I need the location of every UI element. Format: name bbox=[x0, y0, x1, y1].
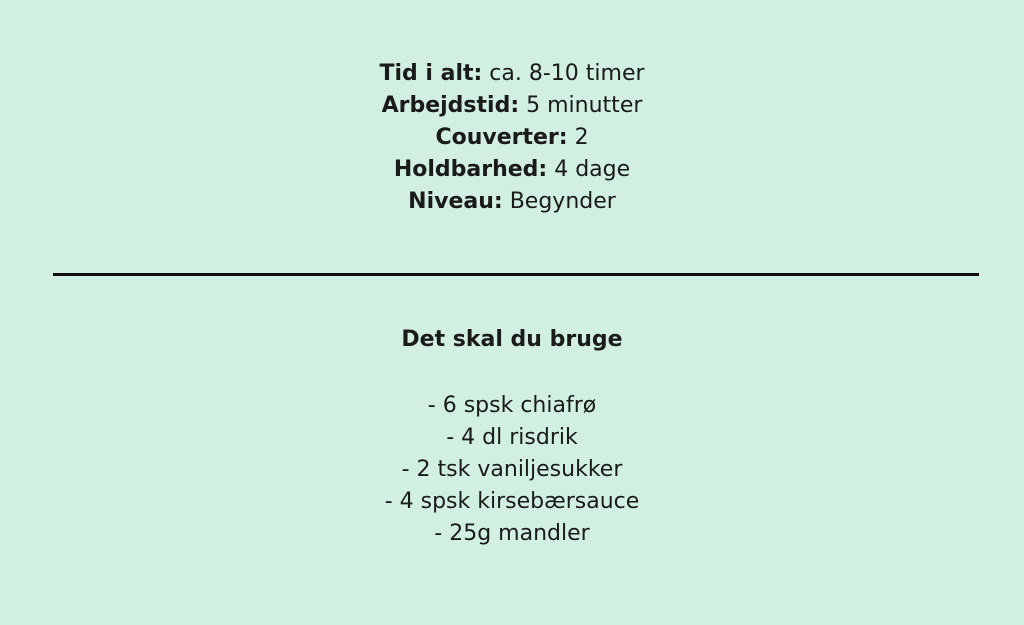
total-time-line bbox=[0, 58, 1024, 90]
section-divider bbox=[53, 273, 979, 276]
work-time-line bbox=[0, 90, 1024, 122]
ingredients-heading: Det skal du bruge bbox=[401, 327, 623, 352]
ingredients-list bbox=[0, 390, 1024, 550]
ingredient-item: - 4 dl risdrik bbox=[446, 425, 578, 450]
ingredient-item: - 25g mandler bbox=[434, 521, 590, 546]
shelf-life-line bbox=[0, 154, 1024, 186]
servings-line bbox=[0, 122, 1024, 154]
difficulty-line bbox=[0, 186, 1024, 218]
ingredient-item: - 6 spsk chiafrø bbox=[427, 393, 597, 418]
recipe-details bbox=[0, 58, 1024, 218]
total-time-value: ca. 8-10 timer bbox=[489, 61, 645, 86]
work-time-label: Arbejdstid: bbox=[381, 93, 520, 118]
difficulty-label: Niveau: bbox=[408, 189, 503, 214]
ingredient-item: - 4 spsk kirsebærsauce bbox=[384, 489, 640, 514]
servings-value: 2 bbox=[574, 125, 589, 150]
ingredient-item: - 2 tsk vaniljesukker bbox=[401, 457, 623, 482]
work-time-value: 5 minutter bbox=[526, 93, 643, 118]
total-time-label: Tid i alt: bbox=[379, 61, 483, 86]
servings-label: Couverter: bbox=[435, 125, 568, 150]
shelf-life-value: 4 dage bbox=[554, 157, 631, 182]
shelf-life-label: Holdbarhed: bbox=[393, 157, 548, 182]
difficulty-value: Begynder bbox=[509, 189, 616, 214]
